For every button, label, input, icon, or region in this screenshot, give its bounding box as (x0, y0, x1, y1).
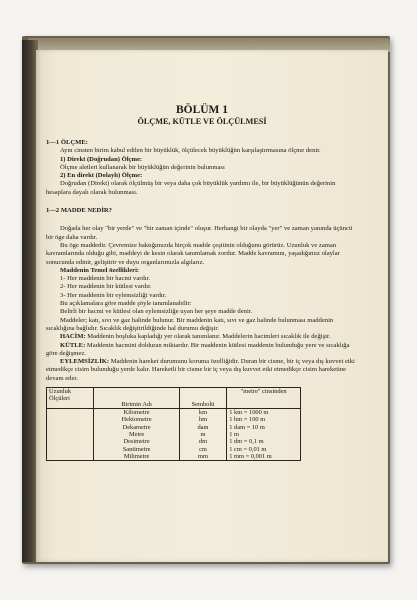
unit-symbol: hm (198, 416, 208, 424)
table-header-category: Uzunluk Ölçüleri (47, 388, 94, 409)
unit-values-cell (227, 409, 301, 461)
feature-item: 2- Her maddenin bir kütlesi vardır. (60, 283, 152, 291)
definition-text: Belirli bir hacmi ve kütlesi olan eylemsizliğe uyan her şeye madde denir. (60, 308, 253, 316)
unit-value: 1 dam = 10 m (229, 423, 265, 431)
unit-name: Metre (128, 430, 145, 438)
chapter-subtitle: ÖLÇME, KÜTLE VE ÖLÇÜLMESİ (137, 117, 267, 126)
volume-label: HACİM: (60, 333, 86, 341)
unit-value: 1 hm = 100 m (229, 416, 266, 424)
volume-text: Maddenin boşluka kapladığı yer olarak tanımlanır. Maddelerin hacimleri sıcaklık ile değişir. (85, 333, 331, 341)
direct-measure-heading: 1) Direkt (Doğrudan) Ölçme: (60, 155, 143, 163)
page-content (46, 104, 358, 461)
table-empty-cell (47, 409, 94, 461)
feature-item: 1- Her maddenin bir hacmi vardır. (60, 275, 151, 283)
inertia-definition (46, 358, 358, 383)
unit-value: 1 km = 1000 m (229, 409, 269, 417)
unit-name: Desimetre (123, 438, 150, 446)
unit-name: Hektometre (121, 416, 152, 424)
unit-symbol: dm (198, 438, 208, 446)
section-1-heading: 1—1 ÖLÇME: (46, 139, 88, 146)
inertia-text: Maddenin hareket durumunu koruma özelliğidir. Duran bir cisme, bir iç veya dış kuvvet etki etmedikçe cisim bulunduğu yerde kalır. Hareketli bir cisme bir iç veya dış kuvvet etki etmedikçe cisim hareketine devam eder. (46, 358, 355, 382)
unit-symbol: mm (198, 452, 208, 460)
states-text: Maddeler; katı, sıvı ve gaz halinde bulunur. Bir maddenin katı, sıvı ve gaz halinde bulunması maddenin sıcaklığına bağlıdır. Sıcaklık değiştirildiğinde hal durumu değişir. (46, 316, 334, 332)
unit-symbol: dam (197, 423, 209, 431)
chapter-title: BÖLÜM 1 (175, 104, 229, 116)
unit-value: 1 mm = 0,001 m (229, 452, 272, 460)
unit-names-cell (94, 409, 179, 461)
unit-symbol: km (198, 409, 208, 417)
unit-symbols-cell (179, 409, 227, 461)
unit-symbol: m (200, 430, 206, 438)
unit-name: Kilometre (123, 409, 150, 417)
section-2-heading: 1—2 MADDE NEDİR? (46, 207, 112, 215)
volume-definition (46, 333, 358, 341)
inertia-label: EYLEMSİZLİK: (60, 358, 110, 366)
section-2-para-2: Bu öge maddedir. Çevremize baktığımızda birçok madde çeşitinin olduğunu görürüz. Uzunluk ve zaman kavramlarında olduğu gibi, maddeyi de kesin olarak tanımlamak zordur. Madde kavramını, yaşadığımız olaylar sonucunda edinir, geliştirir ve duyu organlarımızla algılarız. (46, 241, 340, 266)
unit-value: 1 cm = 0,01 m (229, 445, 267, 453)
table-header-row (47, 388, 301, 409)
definition-intro: Bu açıklamalara göre madde şöyle tanımlanabilir: (60, 300, 192, 308)
unit-name: Dekametre (122, 423, 151, 431)
mass-label: KÜTLE: (60, 341, 86, 349)
table-header-metre: "metre" cinsinden (227, 388, 301, 409)
unit-value: 1 dm = 0,1 m (229, 438, 264, 446)
feature-item: 3- Her maddenin bir eylemsizliği vardır. (60, 291, 167, 299)
mass-text: Maddenin hacmini dolduran miktardır. Bir maddenin kütlesi maddenin bulunduğu yere ve sıcaklığa göre değişmez. (46, 341, 350, 357)
unit-name: Santimetre (122, 445, 151, 453)
unit-value: 1 m (229, 430, 240, 438)
table-header-unit-name: Birimin Adı (94, 388, 179, 409)
section-2-para-1: Doğada her olay "bir yerde" ve "bir zaman içinde" oluşur. Herhangi bir olayda "yer" ve zaman yanında üçüncü bir öge daha vardır. (46, 225, 353, 241)
unit-symbol: cm (199, 445, 207, 453)
indirect-measure-heading: 2) En direkt (Dolaylı) Ölçme: (60, 172, 143, 180)
indirect-measure-text: Doğrudan (Direkt) olarak ölçülmüş bir veya daha çok büyüklük yardımı ile, bir büyüklüğünün değerinin hesaplara dayalı olarak bulunması. (46, 180, 336, 196)
features-heading: Maddenin Temel özellikleri: (60, 266, 140, 274)
length-units-table (46, 387, 301, 461)
unit-name: Milimetre (123, 452, 150, 460)
table-body-row (47, 409, 301, 461)
direct-measure-text: Ölçme aletleri kullanarak bir büyüklüğün değerinin bulunması (60, 163, 225, 171)
table-header-symbol: Sembolü (179, 388, 227, 409)
mass-definition (46, 342, 358, 359)
section-1-intro: Aynı cinsten birim kabul edilen bir büyüklük, ölçülecek büyüklüğün karşılaştırmasına ölçme denir. (60, 147, 321, 155)
